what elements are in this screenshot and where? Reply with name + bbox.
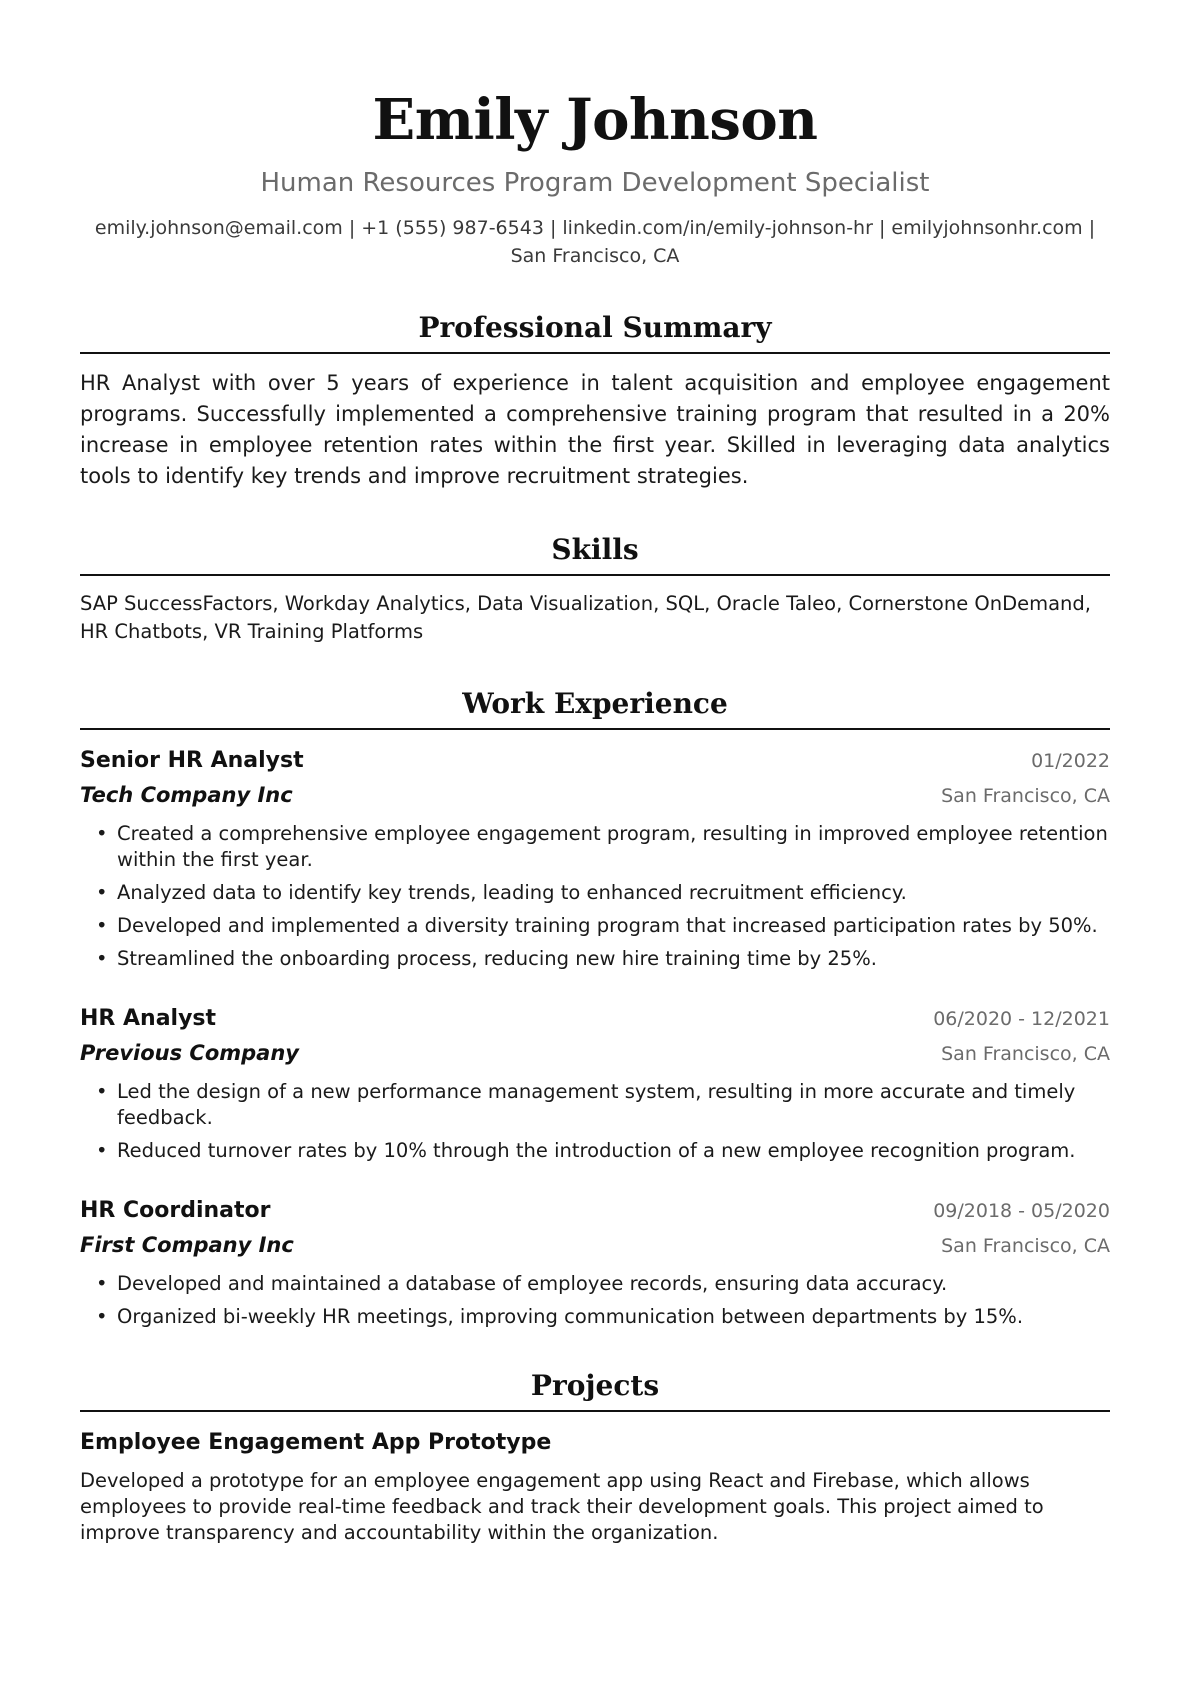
skills-heading: Skills xyxy=(80,532,1110,576)
job-bullet-text: Reduced turnover rates by 10% through the introduction of a new employee recognition program. xyxy=(117,1139,1076,1162)
contact-line: emily.johnson@email.com | +1 (555) 987-6543 | linkedin.com/in/emily-johnson-hr | emilyjohnsonhr.com | San Francisco, CA xyxy=(94,217,1096,267)
job-bullet xyxy=(80,1304,1110,1330)
job-bullet-text: Led the design of a new performance management system, resulting in more accurate and timely feedback. xyxy=(117,1080,1076,1129)
job-bullet xyxy=(80,1138,1110,1164)
job-entry xyxy=(80,744,1110,972)
job-date: 01/2022 xyxy=(1031,750,1110,772)
candidate-title: Human Resources Program Development Specialist xyxy=(260,168,930,198)
bullet-glyph: • xyxy=(96,822,108,845)
bullet-glyph: • xyxy=(96,881,108,904)
projects-section xyxy=(80,1368,1110,1546)
skills-section xyxy=(80,532,1110,646)
summary-section xyxy=(80,310,1110,492)
job-location: San Francisco, CA xyxy=(941,785,1110,807)
job-bullet-text: Developed and maintained a database of employee records, ensuring data accuracy. xyxy=(117,1272,948,1295)
job-entry xyxy=(80,1194,1110,1330)
job-bullet-text: Streamlined the onboarding process, reducing new hire training time by 25%. xyxy=(117,947,877,970)
project-title: Employee Engagement App Prototype xyxy=(80,1430,552,1455)
bullet-glyph: • xyxy=(96,1272,108,1295)
experience-section xyxy=(80,686,1110,1330)
job-bullet xyxy=(80,880,1110,906)
job-bullet-text: Organized bi-weekly HR meetings, improving communication between departments by 15%. xyxy=(117,1305,1024,1328)
job-entry xyxy=(80,1002,1110,1164)
experience-heading: Work Experience xyxy=(80,686,1110,730)
job-bullet xyxy=(80,1271,1110,1297)
summary-heading: Professional Summary xyxy=(80,310,1110,354)
bullet-glyph: • xyxy=(96,1139,108,1162)
candidate-name: Emily Johnson xyxy=(372,87,818,153)
job-date: 06/2020 - 12/2021 xyxy=(933,1008,1110,1030)
project-description: Developed a prototype for an employee engagement app using React and Firebase, which allows employees to provide real-time feedback and track their development goals. This project aimed to improve transparency and accountability within the organization. xyxy=(80,1469,1044,1544)
job-company: First Company Inc xyxy=(80,1233,294,1257)
job-bullets xyxy=(80,821,1110,972)
skills-text: SAP SuccessFactors, Workday Analytics, Data Visualization, SQL, Oracle Taleo, Cornerstone OnDemand, HR Chatbots, VR Training Platforms xyxy=(80,592,1091,643)
job-date: 09/2018 - 05/2020 xyxy=(933,1200,1110,1222)
job-location: San Francisco, CA xyxy=(941,1235,1110,1257)
job-company-row xyxy=(80,778,1110,813)
bullet-glyph: • xyxy=(96,914,108,937)
job-bullets xyxy=(80,1271,1110,1330)
job-company: Tech Company Inc xyxy=(80,783,293,807)
job-bullet xyxy=(80,913,1110,939)
bullet-glyph: • xyxy=(96,1305,108,1328)
job-header-row xyxy=(80,1194,1110,1228)
job-company-row xyxy=(80,1036,1110,1071)
job-title: HR Coordinator xyxy=(80,1198,271,1223)
bullet-glyph: • xyxy=(96,947,108,970)
summary-text: HR Analyst with over 5 years of experience in talent acquisition and employee engagement programs. Successfully implemented a comprehensive training program that resulted in a 20% increase in employee retention rates within the first year. Skilled in leveraging data analytics tools to identify key trends and improve recruitment strategies. xyxy=(80,371,1110,488)
job-title: HR Analyst xyxy=(80,1006,217,1031)
job-bullets xyxy=(80,1079,1110,1164)
job-bullet-text: Analyzed data to identify key trends, leading to enhanced recruitment efficiency. xyxy=(117,881,907,904)
job-bullet-text: Developed and implemented a diversity training program that increased participation rates by 50%. xyxy=(117,914,1098,937)
projects-heading: Projects xyxy=(80,1368,1110,1412)
job-title: Senior HR Analyst xyxy=(80,748,304,773)
job-bullet-text: Created a comprehensive employee engagement program, resulting in improved employee retention within the first year. xyxy=(117,822,1108,871)
job-location: San Francisco, CA xyxy=(941,1043,1110,1065)
job-bullet xyxy=(80,946,1110,972)
job-bullet xyxy=(80,1079,1110,1131)
job-company-row xyxy=(80,1228,1110,1263)
job-company: Previous Company xyxy=(80,1041,299,1065)
job-bullet xyxy=(80,821,1110,873)
job-header-row xyxy=(80,744,1110,778)
bullet-glyph: • xyxy=(96,1080,108,1103)
job-header-row xyxy=(80,1002,1110,1036)
